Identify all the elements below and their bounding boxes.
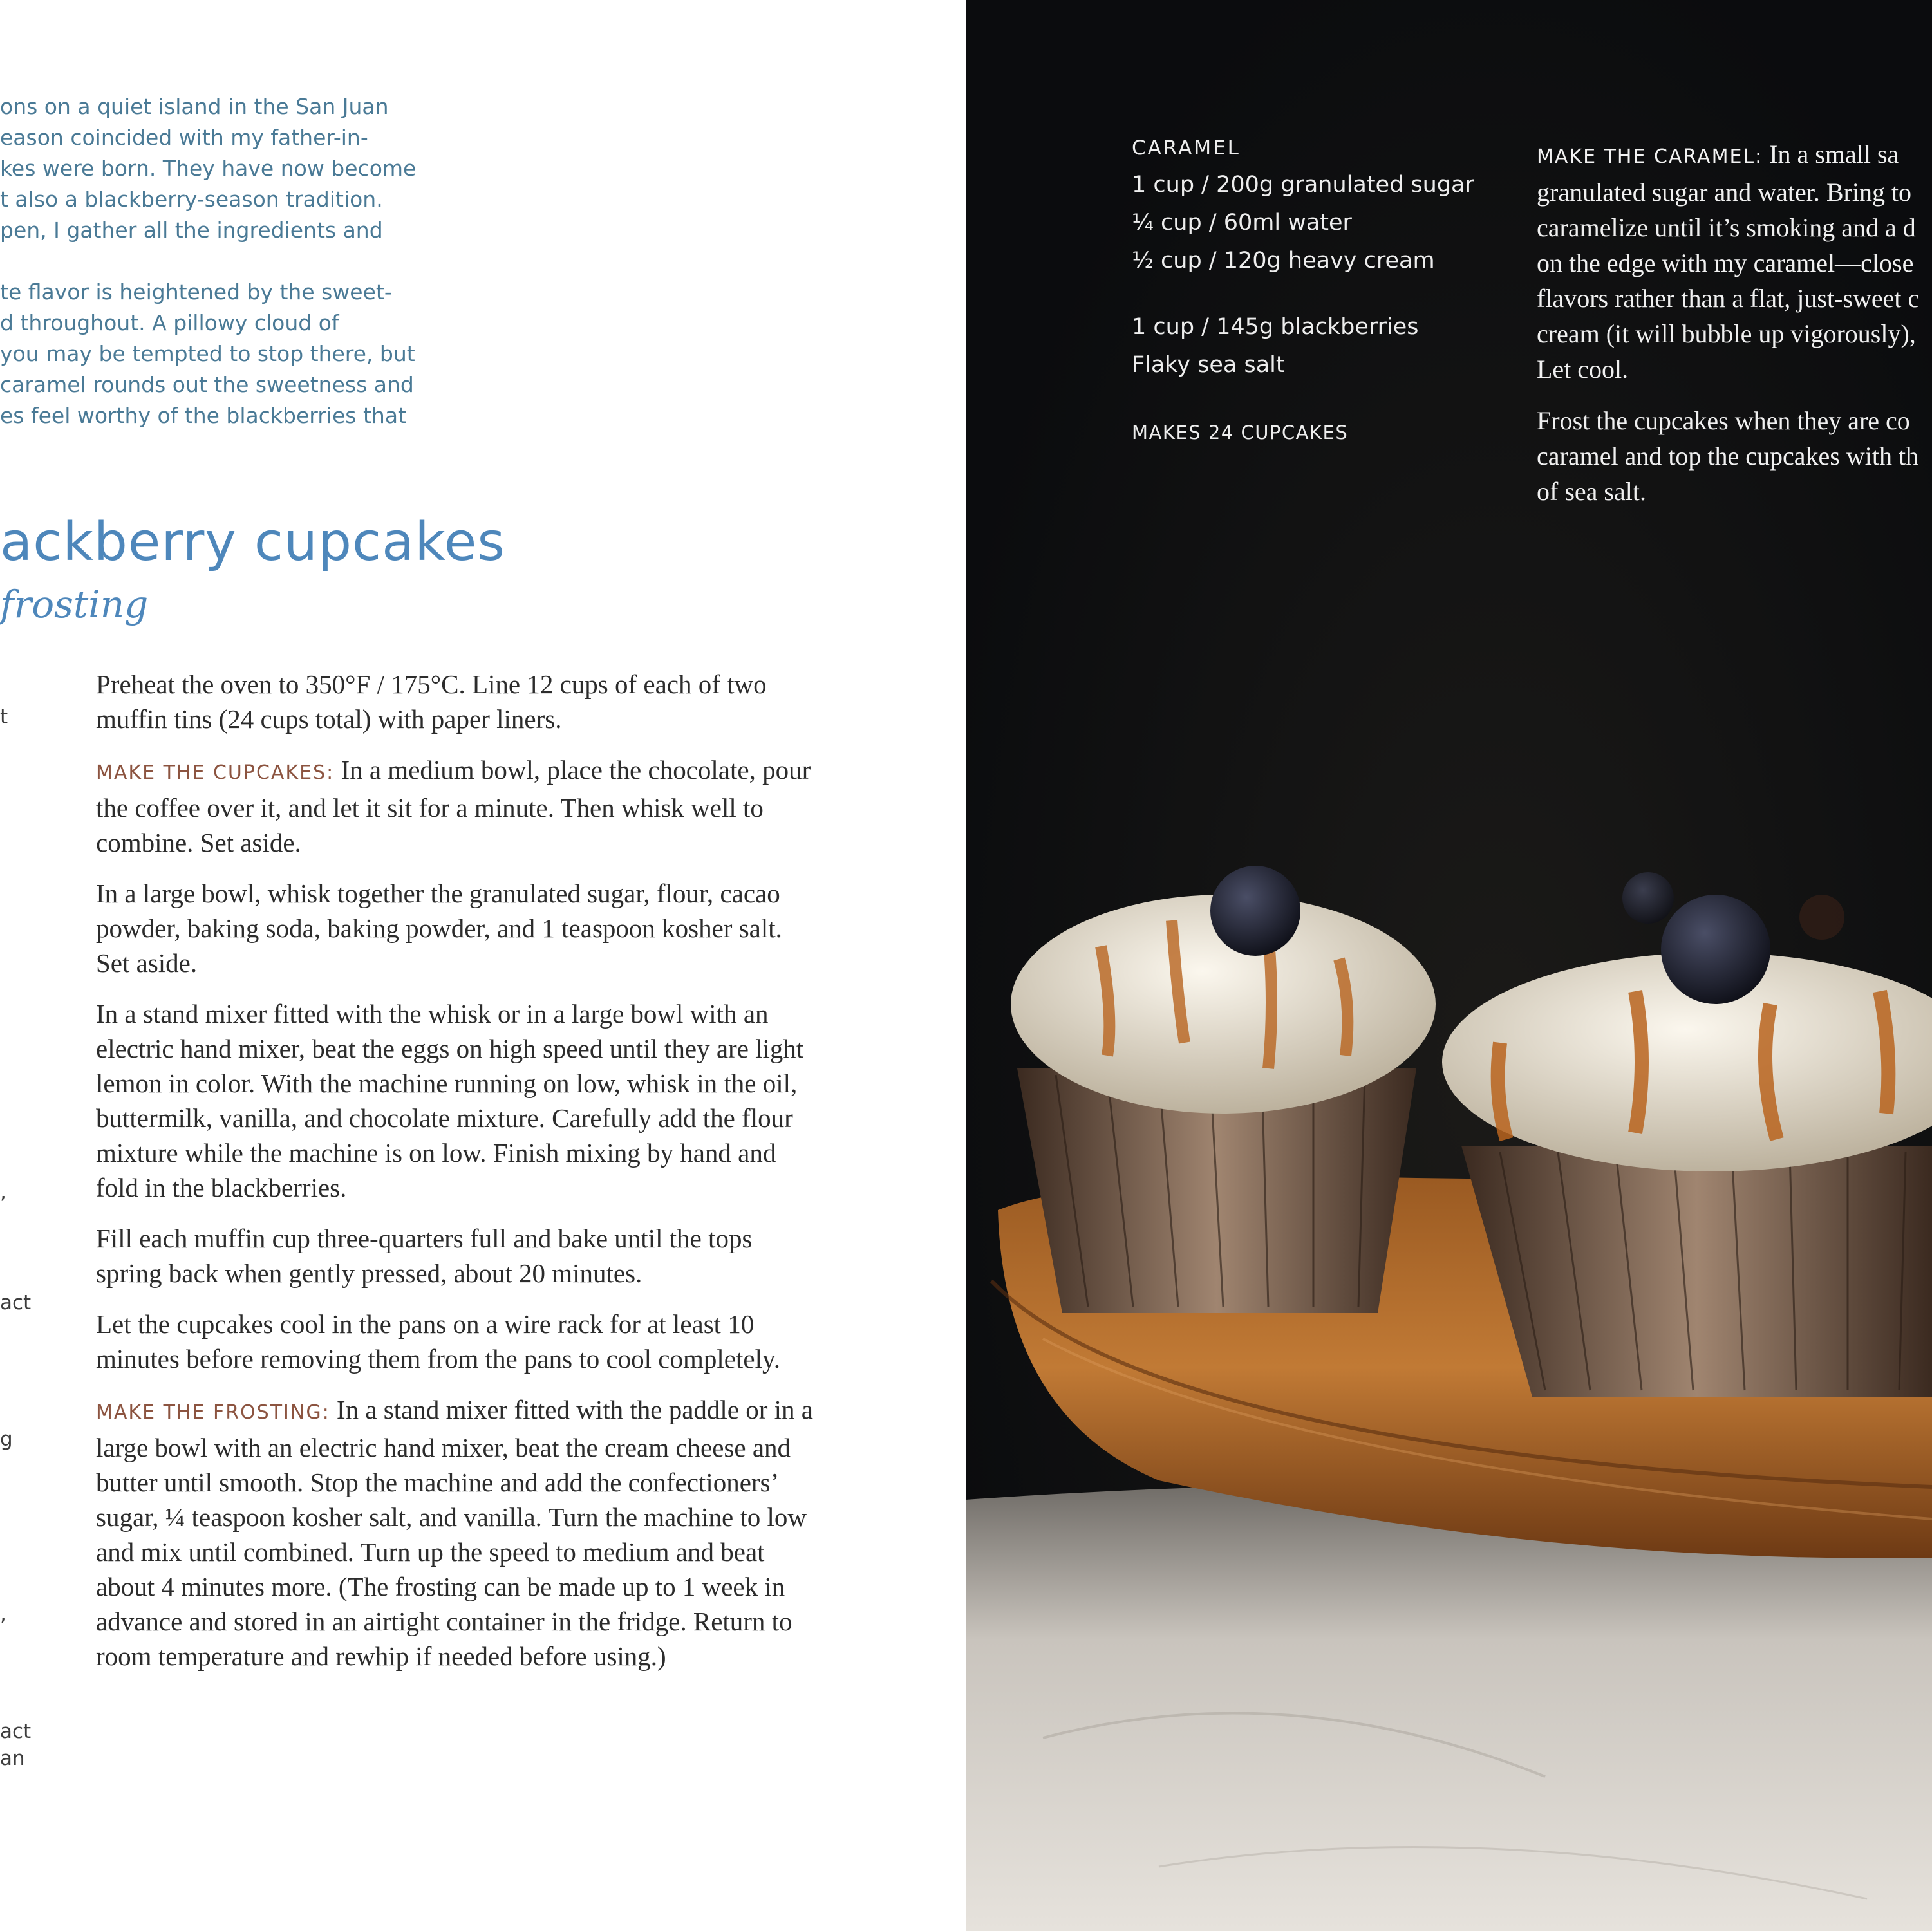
caramel-heading: CARAMEL (1132, 136, 1241, 160)
caramel-ingredients (1132, 136, 1505, 443)
recipe-title: ackberry cupcakes (0, 512, 506, 573)
step-cool: Let the cupcakes cool in the pans on a wire rack for at least 10 minutes before removing them from the pans to cool completely. (96, 1309, 781, 1374)
step-label: MAKE THE CARAMEL: (1537, 145, 1763, 168)
ingredient-item: 1 cup / 200g granulated sugar (1132, 172, 1474, 198)
caramel-step: MAKE THE CARAMEL: In a small sa granulated sugar and water. Bring to caramelize until it’s smoking and a d on the edge with my caramel—close flavors rather than a flat, just-sweet c cream (it will bubble up vigorously), Let cool. (1537, 140, 1920, 384)
ingredient-item: 1 cup / 145g blackberries (1132, 314, 1419, 340)
step-label: MAKE THE CUPCAKES: (96, 761, 335, 784)
intro-line: ons on a quiet island in the San Juan (0, 94, 389, 119)
intro-line: eason coincided with my father-in- (0, 125, 368, 150)
intro-line: es feel worthy of the blackberries that (0, 403, 406, 428)
intro-line: pen, I gather all the ingredients and (0, 218, 383, 243)
intro-line: d throughout. A pillowy cloud of (0, 310, 339, 335)
intro-line: you may be tempted to stop there, but (0, 341, 415, 366)
recipe-yield: MAKES 24 CUPCAKES (1132, 422, 1349, 443)
ingredient-fragment: t (0, 705, 8, 729)
recipe-steps (96, 667, 814, 1690)
ingredient-item: ¼ cup / 60ml water (1132, 210, 1352, 236)
ingredient-fragment: act (0, 1720, 32, 1743)
ingredient-item: ½ cup / 120g heavy cream (1132, 248, 1435, 274)
right-page (966, 0, 1932, 1931)
step-preheat: Preheat the oven to 350°F / 175°C. Line 12 cups of each of two muffin tins (24 cups total) with paper liners. (96, 669, 767, 734)
recipe-subtitle: frosting (0, 583, 149, 626)
intro-line: t also a blackberry-season tradition. (0, 187, 383, 212)
intro-line: kes were born. They have now become (0, 156, 417, 181)
ingredient-fragment: g (0, 1428, 13, 1451)
ingredient-fragment: an (0, 1747, 25, 1770)
ingredient-fragment: , (0, 1180, 6, 1204)
step-label: MAKE THE FROSTING: (96, 1401, 330, 1424)
caramel-method (1537, 136, 1932, 525)
step-mix-batter: In a stand mixer fitted with the whisk or in a large bowl with an electric hand mixer, beat the eggs on high speed until they are light lemon in color. With the machine running on low, whisk in the oil, buttermilk, vanilla, and chocolate mixture. Carefully add the flour mixture while the machine is on low. Finish mixing by hand and fold in the blackberries. (96, 999, 804, 1202)
step-make-frosting: MAKE THE FROSTING: In a stand mixer fitted with the paddle or in a large bowl with an electric hand mixer, beat the cream cheese and butter until smooth. Stop the machine and add the confectioners’ sugar, ¼ teaspoon kosher salt, and vanilla. Turn the machine to low and mix until combined. Turn up the speed to medium and beat about 4 minutes more. (The frosting can be made up to 1 week in advance and stored in an airtight container in the fridge. Return to room temperature and rewhip if needed before using.) (96, 1395, 813, 1671)
step-bake: Fill each muffin cup three-quarters full and bake until the tops spring back when gently pressed, about 20 minutes. (96, 1224, 753, 1288)
step-make-cupcakes: MAKE THE CUPCAKES: In a medium bowl, place the chocolate, pour the coffee over it, and let it sit for a minute. Then whisk well to combine. Set aside. (96, 755, 811, 857)
ingredient-item: Flaky sea salt (1132, 352, 1285, 378)
ingredient-fragment: act (0, 1291, 32, 1314)
ingredient-fragment: , (0, 1603, 6, 1626)
step-dry-ingredients: In a large bowl, whisk together the granulated sugar, flour, cacao powder, baking soda, baking powder, and 1 teaspoon kosher salt. Set aside. (96, 879, 782, 978)
intro-line: caramel rounds out the sweetness and (0, 372, 414, 397)
intro-line: te flavor is heightened by the sweet- (0, 279, 392, 304)
frost-step: Frost the cupcakes when they are co caramel and top the cupcakes with th of sea salt. (1537, 406, 1919, 506)
